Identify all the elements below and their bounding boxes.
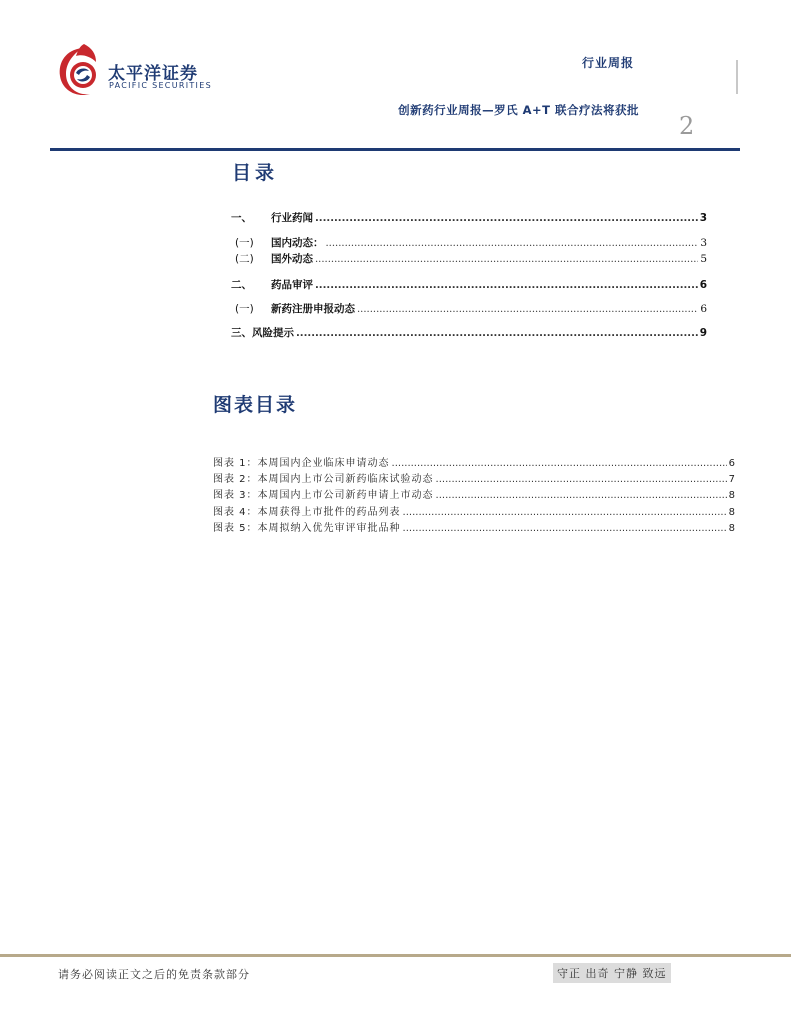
toc-entry-drug-review[interactable] (231, 277, 707, 292)
toc-entry-number: (二) (235, 253, 254, 265)
toc-dot-leader (315, 213, 698, 224)
footer-divider (0, 954, 791, 957)
toc-entry-page: 3 (700, 237, 707, 249)
figure-entry[interactable] (213, 454, 736, 469)
company-logo (56, 42, 216, 102)
toc-entry-new-drug-registration[interactable] (235, 301, 707, 316)
toc-entry-domestic-news[interactable] (235, 235, 707, 250)
company-name-en: PACIFIC SECURITIES (109, 81, 212, 90)
figure-dot-leader (436, 474, 727, 485)
figures-heading: 图表目录 (213, 394, 298, 416)
toc-dot-leader (357, 304, 698, 315)
figure-entry-label: 图表 3：本周国内上市公司新药申请上市动态 (213, 490, 434, 501)
toc-entry-label: 行业药闻 (271, 212, 313, 224)
toc-entry-label: 药品审评 (271, 279, 313, 291)
figure-entry-label: 图表 1：本周国内企业临床申请动态 (213, 458, 390, 469)
toc-entry-label: 新药注册申报动态 (271, 303, 355, 315)
page-number: 2 (679, 112, 695, 140)
figure-entry-label: 图表 5：本周拟纳入优先审评审批品种 (213, 523, 401, 534)
report-title: 创新药行业周报—罗氏 A+T 联合疗法将获批 (398, 103, 639, 117)
figure-dot-leader (392, 458, 727, 469)
company-name-cn: 太平洋证券 (108, 64, 198, 84)
footer-motto: 守正 出奇 宁静 致远 (553, 963, 671, 983)
pacific-securities-logo-icon (56, 42, 106, 102)
toc-dot-leader (315, 280, 698, 291)
figure-entry[interactable] (213, 503, 736, 518)
figure-dot-leader (436, 490, 727, 501)
toc-dot-leader (326, 238, 699, 249)
figure-entry-label: 图表 4：本周获得上市批件的药品列表 (213, 507, 401, 518)
toc-entry-page: 6 (700, 303, 707, 315)
figure-dot-leader (403, 507, 727, 518)
figure-entry[interactable] (213, 470, 736, 485)
toc-entry-label: 三、风险提示 (231, 327, 294, 339)
figure-entry-page: 7 (728, 474, 736, 485)
toc-entry-number: (一) (235, 237, 254, 249)
toc-entry-number: 一、 (231, 212, 252, 224)
toc-entry-number: (一) (235, 303, 254, 315)
footer-disclaimer: 请务必阅读正文之后的免责条款部分 (58, 968, 250, 981)
toc-heading: 目录 (232, 162, 279, 184)
toc-entry-page: 9 (699, 327, 707, 339)
figure-entry[interactable] (213, 519, 736, 534)
toc-entry-page: 5 (700, 253, 707, 265)
figure-entry-page: 6 (728, 458, 736, 469)
toc-entry-industry-news[interactable] (231, 210, 707, 225)
figure-entry-page: 8 (728, 490, 736, 501)
header-bracket-decoration (733, 60, 738, 94)
header-divider (50, 148, 740, 151)
toc-entry-page: 6 (699, 279, 707, 291)
toc-entry-number: 二、 (231, 279, 252, 291)
toc-dot-leader (315, 254, 698, 265)
toc-entry-label: 国外动态 (271, 253, 313, 265)
figure-entry-label: 图表 2：本周国内上市公司新药临床试验动态 (213, 474, 434, 485)
figure-entry[interactable] (213, 486, 736, 501)
toc-entry-label: 国内动态： (271, 237, 324, 249)
toc-entry-page: 3 (699, 212, 707, 224)
figure-entry-page: 8 (728, 523, 736, 534)
toc-entry-foreign-news[interactable] (235, 251, 707, 266)
figure-dot-leader (403, 523, 727, 534)
report-type: 行业周报 (582, 56, 635, 70)
toc-dot-leader (296, 328, 698, 339)
toc-entry-risk-warning[interactable] (231, 325, 707, 340)
figure-entry-page: 8 (728, 507, 736, 518)
